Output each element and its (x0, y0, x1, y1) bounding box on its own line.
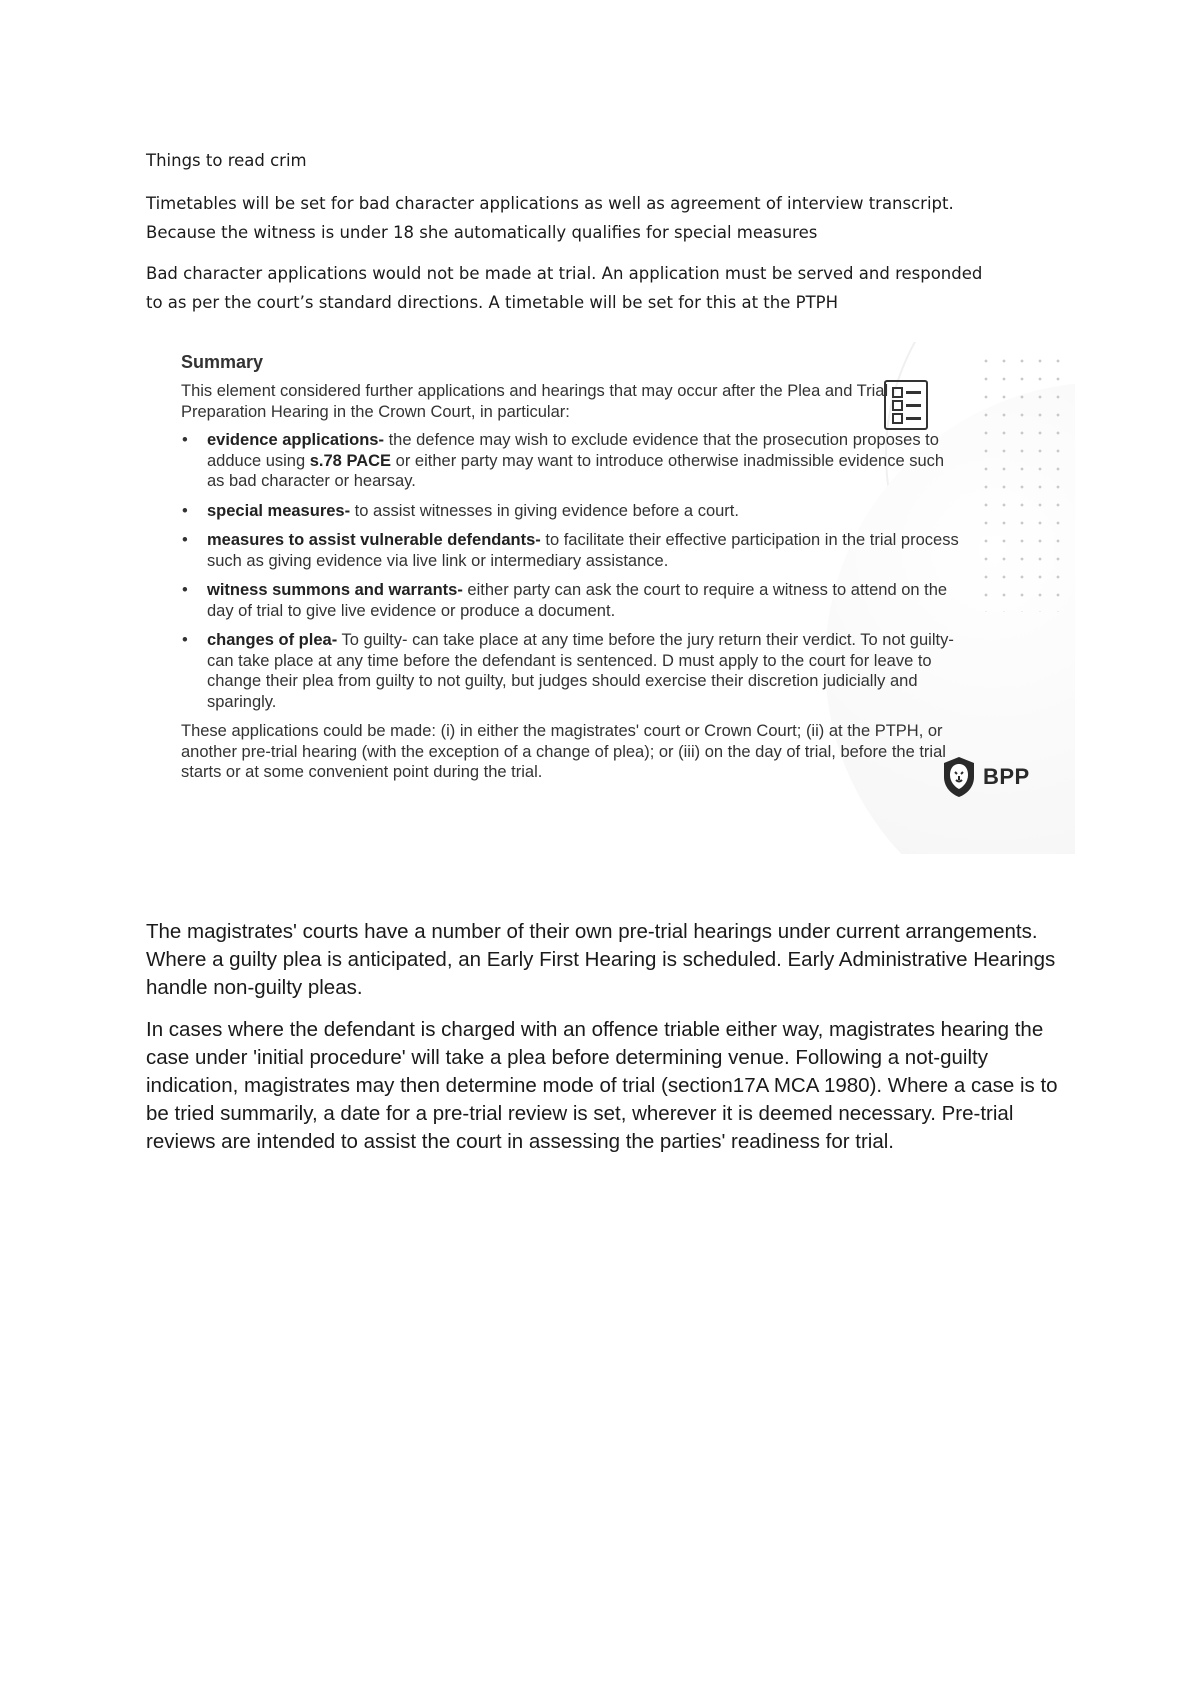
list-item (181, 530, 961, 571)
checkbox-shape (892, 387, 903, 398)
notes-title: Things to read crim (146, 151, 307, 170)
notes-paragraph-1-line-1: Timetables will be set for bad character applications as well as agreement of interview transcript. (146, 194, 954, 213)
notes-paragraph-1-line-2: Because the witness is under 18 she automatically qualifies for special measures (146, 223, 818, 242)
checkbox-shape (892, 400, 903, 411)
list-item (181, 501, 961, 522)
bpp-logo-text: BPP (983, 764, 1030, 789)
list-item (181, 630, 961, 712)
notes-paragraph-1 (146, 189, 1066, 247)
checkbox-shape (892, 413, 903, 424)
list-item-text: either party can ask the court to require a witness to attend on the day of trial to give live evidence or produce a document. (207, 581, 948, 620)
line-shape (906, 404, 921, 407)
list-item-heading: evidence applications- (207, 431, 384, 449)
list-item-text: the defence may wish to exclude evidence that the prosecution proposes to adduce using (207, 431, 939, 470)
lion-shield-icon (941, 755, 977, 799)
line-shape (906, 417, 921, 420)
list-item (181, 430, 961, 492)
summary-list (181, 430, 961, 712)
summary-intro: This element considered further applications and hearings that may occur after the Plea and Trial Preparation Hearing in the Crown Court, in particular: (181, 382, 889, 421)
list-item-heading: witness summons and warrants- (207, 581, 463, 599)
decorative-dot-grid (977, 352, 1067, 612)
body-text (146, 918, 1066, 1170)
line-shape (906, 391, 921, 394)
summary-content (181, 352, 961, 783)
list-item-heading: special measures- (207, 501, 351, 520)
checklist-icon (884, 380, 928, 430)
list-item (181, 580, 961, 621)
list-item-text: To guilty- can take place at any time before the jury return their verdict. To not guilty- can take place at any time before the defendant is sentenced. D must apply to the court for leave to change their plea from guilty to not guilty, but judges should exercise their discretion judicially and sparingly. (207, 631, 954, 711)
body-paragraph-1: The magistrates' courts have a number of their own pre-trial hearings under current arrangements. Where a guilty plea is anticipated, an Early First Hearing is scheduled. Early Administrative Hearings handle non-guilty pleas. (146, 920, 1056, 999)
summary-outro: These applications could be made: (i) in either the magistrates' court or Crown Court; (ii) at the PTPH, or another pre-trial hearing (with the exception of a change of plea); or (iii) on the day of trial, before the trial starts or at some convenient point during the trial. (181, 722, 946, 781)
summary-image (165, 342, 1075, 854)
notes-paragraph-2-line-2: to as per the court’s standard directions. A timetable will be set for this at the PTPH (146, 293, 839, 312)
list-item-text: to facilitate their effective participation in the trial process such as giving evidence via live link or intermediary assistance. (207, 531, 959, 570)
body-paragraph-2: In cases where the defendant is charged with an offence triable either way, magistrates hearing the case under 'initial procedure' will take a plea before determining venue. Following a not-guilty indication, magistrates may then determine mode of trial (section17A MCA 1980). Where a case is to be tried summarily, a date for a pre-trial review is set, wherever it is deemed necessary. Pre-trial reviews are intended to assist the court in assessing the parties' readiness for trial. (146, 1018, 1058, 1153)
list-item-heading: measures to assist vulnerable defendants- (207, 531, 541, 549)
summary-title: Summary (181, 352, 264, 372)
notes-section (146, 146, 1066, 329)
list-item-text: or either party may want to introduce otherwise inadmissible evidence such as bad character or hearsay. (207, 451, 945, 490)
list-item-emphasis: s.78 PACE (309, 451, 392, 470)
notes-paragraph-2 (146, 259, 1066, 317)
list-item-heading: changes of plea- (207, 631, 338, 649)
list-item-text: to assist witnesses in giving evidence before a court. (350, 501, 739, 520)
bpp-logo (941, 752, 1051, 802)
notes-paragraph-2-line-1: Bad character applications would not be made at trial. An application must be served and responded (146, 264, 983, 283)
